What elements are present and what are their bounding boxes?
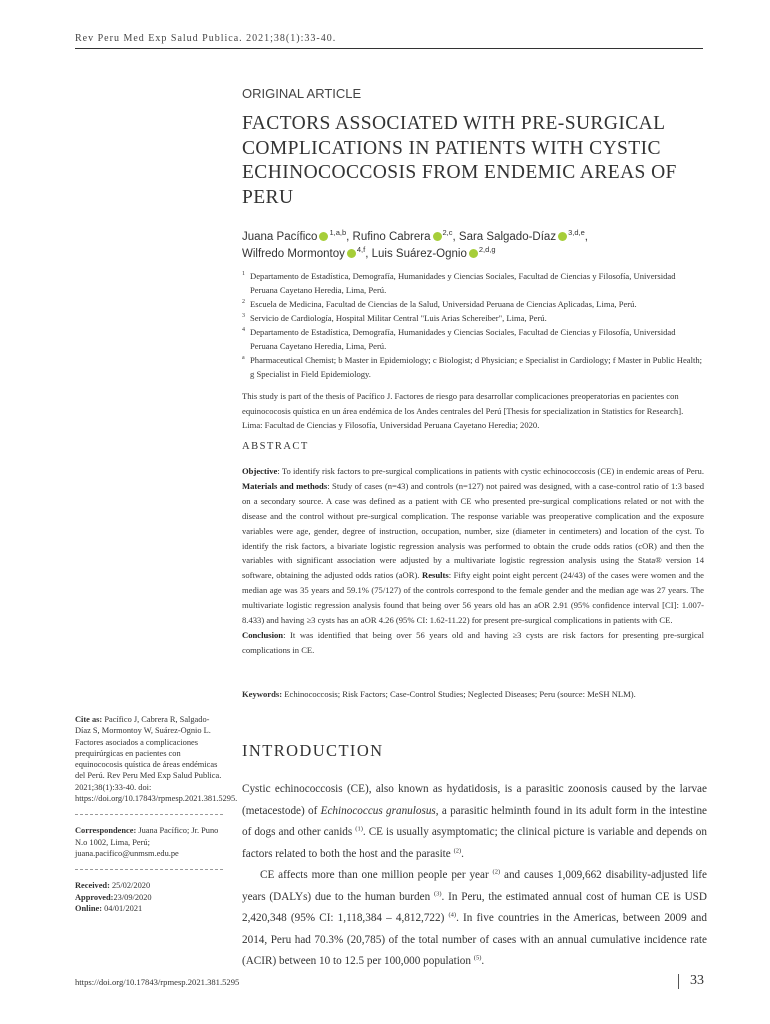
author-affiliation-marks: 2,c <box>442 228 453 238</box>
author-affiliation-marks: 1,a,b <box>329 228 347 238</box>
running-header: Rev Peru Med Exp Salud Publica. 2021;38(1):33-40. <box>75 33 337 44</box>
sidebar-divider <box>75 869 223 870</box>
intro-paragraph: CE affects more than one million people per year $^{(2)}$ and causes 1,009,662 disability-adjusted life years (DALYs) due to the human burden $^{(3)}$. In Peru, the estimated annual cost of human CE is USD 2,420,348 (95% CI: 1,118,384 – 4,812,722) $^{(4)}$. In five countries in the Americas, between 2009 and 2014, Peru had 70.3% (20,785) of the total number of cases with an annual cumulative incidence rate (ACIR) between 10 to 12.5 per 100,000 population $^{(5)}$. <box>242 868 707 967</box>
orcid-icon[interactable] <box>469 249 478 258</box>
orcid-icon[interactable] <box>558 232 567 241</box>
abstract-body: Objective: To identify risk factors to pre-surgical complications in patients with cystic echinococcosis (CE) in endemic areas of Peru. Materials and methods: Study of cases (n=43) and controls (n=127) not paired was designed, with a case-control ratio of 1:3 based on a secondary source. A case was defined as a patient with CE who presented pre-surgical complications related or not with the disease and the control without pre-surgical complication. The response variable was preoperative complication and the exposure variables were age, gender, degree of instruction, occupation, number, size (diameter in centimeters) and location of the cyst. To identify the risk factors, a bivariate logistic regression analysis was performed to obtain the crude odds ratios (cOR) and then the variables with significant association were adjusted by a multivariate logistic regression analysis using the Stata® version 14 software, obtaining the adjusted odds ratios (aOR). Results: Fifty eight point eight percent (24/43) of the cases were women and the median age was 35 years and 59.1% (75/127) of the controls correspond to the female gender and the median age was 27 years. The multivariate logistic regression analysis found that being over 56 years old has an aOR 2.91 (95% confidence interval [CI]: 1.007-8.433) and having ≥3 cysts has an aOR 4.26 (95% CI: 1.62-11.22) for present pre-surgical complications in patients with CE. Conclusion: It was identified that being over 56 years old and having ≥3 cysts are risk factors for presenting pre-surgical complications in CE. <box>242 466 704 655</box>
abstract-conclusion-label: Conclusion <box>242 629 284 640</box>
affiliation-item: 3 Servicio de Cardiología, Hospital Militar Central "Luis Arias Schereiber", Lima, Perú. <box>242 313 547 323</box>
abstract-objective-label: Objective <box>242 466 278 476</box>
introduction-text <box>242 779 707 973</box>
author-list: Juana Pacífico $^{1,a,b}$, Rufino Cabrera $^{2,c}$, Sara Salgado-Díaz $^{3,d,e}$, Wilfredo Mormontoy $^{4,f}$, Luis Suárez-Ognio $^{2,d,g}$ <box>242 228 588 260</box>
keywords-label: Keywords: <box>242 689 283 699</box>
orcid-icon[interactable] <box>433 232 442 241</box>
abstract-results-label: Results <box>421 570 449 581</box>
online-date: Online: 04/01/2021 <box>75 903 143 913</box>
author-name: Wilfredo Mormontoy <box>242 248 345 260</box>
reference-link[interactable]: (4) <box>448 911 457 919</box>
article-title: FACTORS ASSOCIATED WITH PRE-SURGICAL COMPLICATIONS IN PATIENTS WITH CYSTIC ECHINOCOCCOSIS FROM ENDEMIC AREAS OF PERU <box>242 113 677 208</box>
author-affiliation-marks: 4,f <box>356 245 366 255</box>
thesis-note: This study is part of the thesis of Pacífico J. Factores de riesgo para desarrollar complicaciones preoperatorias en pacientes con equinococosis quística en un área endémica de los Andes centrales del Perú [Thesis for specialization in Statistics for Research]. Lima: Facultad de Ciencias y Filosofía, Universidad Peruana Cayetano Heredia; 2020. <box>242 391 684 430</box>
footer-doi-link[interactable]: https://doi.org/10.17843/rpmesp.2021.381.5295 <box>75 977 240 987</box>
footer-divider <box>678 974 679 989</box>
sidebar <box>75 714 238 914</box>
sidebar-divider <box>75 814 223 815</box>
intro-paragraph: Cystic echinococcosis (CE), also known as hydatidosis, is a parasitic zoonosis caused by the larvae (metacestode) of Echinococcus granulosus, a parasitic helminth found in its adult form in the intestine of dogs and other canids $^{(1)}$. CE is usually asymptomatic; the clinical picture is variable and depends on factors related to both the host and the parasite $^{(2)}$. <box>242 783 708 860</box>
keywords: Keywords: Echinococcosis; Risk Factors; Case-Control Studies; Neglected Diseases; Peru (source: MeSH NLM). <box>242 689 636 699</box>
introduction-heading: INTRODUCTION <box>242 741 384 760</box>
reference-link[interactable]: (2) <box>453 846 462 854</box>
author-name: Juana Pacífico <box>242 231 318 243</box>
author-name: Sara Salgado-Díaz <box>458 231 557 243</box>
author-affiliation-marks: 2,d,g <box>478 245 496 255</box>
approved-date: Approved:23/09/2020 <box>75 892 152 902</box>
reference-link[interactable]: (3) <box>433 889 442 897</box>
reference-link[interactable]: (2) <box>492 868 501 876</box>
correspondence: Correspondence: Juana Pacífico; Jr. Puno N.o 1002, Lima, Perú; juana.pacifico@unmsm.edu.pe <box>75 826 219 858</box>
author-affiliation-marks: 3,d,e <box>568 228 585 238</box>
affiliation-item: 2 Escuela de Medicina, Facultad de Ciencias de la Salud, Universidad Peruana de Ciencias Aplicadas, Lima, Perú. <box>242 299 637 309</box>
author-name: Luis Suárez-Ognio <box>371 248 467 260</box>
header-rule <box>75 48 703 49</box>
abstract-methods-label: Materials and methods <box>242 480 328 491</box>
affiliations <box>242 269 704 381</box>
affiliation-item: 4 Departamento de Estadística, Demografía, Humanidades y Ciencias Sociales, Facultad de Ciencias y Filosofía, Universidad Peruana Cayetano Heredia, Lima, Perú. <box>242 327 676 351</box>
article-type: ORIGINAL ARTICLE <box>242 86 362 101</box>
reference-link[interactable]: (5) <box>473 954 482 962</box>
received-date: Received: 25/02/2020 <box>75 881 151 891</box>
affiliation-item: 1 Departamento de Estadística, Demografía, Humanidades y Ciencias Sociales, Facultad de Ciencias y Filosofía, Universidad Peruana Cayetano Heredia, Lima, Perú. <box>242 271 676 295</box>
reference-link[interactable]: (1) <box>355 825 363 833</box>
affiliation-item: a Pharmaceutical Chemist; b Master in Epidemiology; c Biologist; d Physician; e Specialist in Cardiology; f Master in Public Health; g Specialist in Field Epidemiology. <box>242 355 703 379</box>
page-number: 33 <box>690 973 704 988</box>
abstract-heading: ABSTRACT <box>242 441 309 452</box>
orcid-icon[interactable] <box>319 232 328 241</box>
orcid-icon[interactable] <box>347 249 356 258</box>
author-name: Rufino Cabrera <box>352 231 431 243</box>
cite-as: Cite as: Pacífico J, Cabrera R, Salgado-Díaz S, Mormontoy W, Suárez-Ognio L. Factores asociados a complicaciones prequirúrgicas en pacientes con equinococosis quística de áreas endémicas del Perú. Rev Peru Med Exp Salud Publica. 2021;38(1):33-40. doi: https://doi.org/10.17843/rpmesp.2021.381.5295. <box>75 715 238 804</box>
